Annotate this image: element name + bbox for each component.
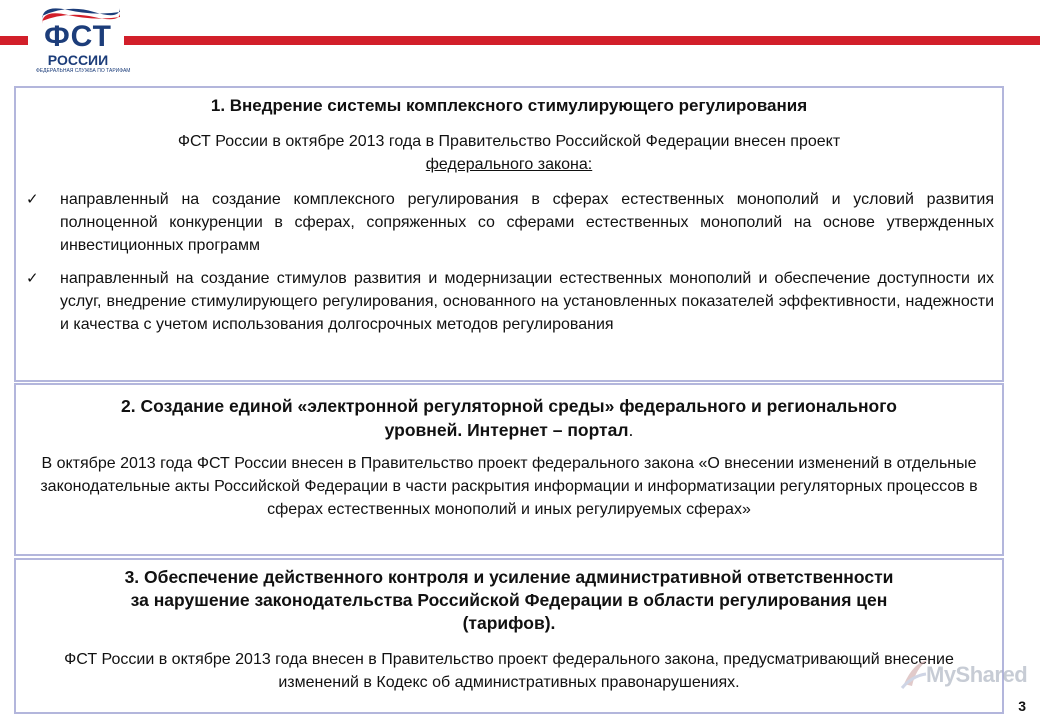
checkmark-icon: ✓ <box>26 191 39 208</box>
section-2-heading-end: . <box>628 420 634 440</box>
section-1-bullet-list <box>16 188 1002 336</box>
section-2-heading-line2-text: уровней. Интернет – портал <box>384 420 629 440</box>
section-1-intro-line2: федерального закона: <box>425 156 593 173</box>
section-2-heading-line1: 2. Создание единой «электронной регуляторной среды» федерального и регионального <box>121 396 897 416</box>
section-2-heading-line2 <box>16 418 1002 442</box>
page-number: 3 <box>1018 698 1026 714</box>
section-2-text: В октябре 2013 года ФСТ России внесен в Правительство проект федерального закона «О внесении изменений в отдельные законодательные акты Российской Федерации в части раскрытия информации и информатизации регуляторных процессов в сферах естественных монополий и иных регулируемых сферах» <box>40 455 978 518</box>
list-item <box>16 267 1002 336</box>
fst-logo <box>28 2 131 82</box>
checkmark-icon: ✓ <box>26 270 39 287</box>
section-3-heading-line3: (тарифов). <box>462 613 556 633</box>
myshared-watermark <box>900 656 1028 696</box>
section-3-panel <box>14 558 1004 714</box>
section-3-text: ФСТ России в октябре 2013 года внесен в Правительство проект федерального закона, предусматривающий внесение изменений в Кодекс об административных правонарушениях. <box>64 651 954 691</box>
logo-tagline: ФЕДЕРАЛЬНАЯ СЛУЖБА ПО ТАРИФАМ <box>36 68 131 74</box>
logo-title: ФСТ <box>44 20 112 53</box>
section-1-heading: 1. Внедрение системы комплексного стимулирующего регулирования <box>210 96 808 115</box>
section-3-heading-line1: 3. Обеспечение действенного контроля и усиление административной ответственности <box>124 567 894 587</box>
section-2-heading <box>16 394 1002 442</box>
watermark-text: MyShared <box>926 662 1028 687</box>
section-1-panel <box>14 86 1004 382</box>
section-1-intro <box>16 130 1002 176</box>
bullet-text: направленный на создание комплексного регулирования в сферах естественных монополий и условий развития полноценной конкуренции в сферах, сопряженных со сферами естественных монополий на основе утвержденных инвестиционных программ <box>60 191 994 254</box>
section-1-intro-line1: ФСТ России в октябре 2013 года в Правительство Российской Федерации внесен проект <box>177 133 841 150</box>
section-2-panel <box>14 383 1004 556</box>
section-3-heading <box>16 566 1002 635</box>
header-red-bar <box>0 36 1040 45</box>
section-3-heading-line2: за нарушение законодательства Российской Федерации в области регулирования цен <box>130 590 888 610</box>
bullet-text: направленный на создание стимулов развития и модернизации естественных монополий и обеспечение доступности их услуг, внедрение стимулирующего регулирования, основанного на установленных показателей эффективности, надежности и качества с учетом использования долгосрочных методов регулирования <box>60 270 994 333</box>
logo-subtitle: РОССИИ <box>47 52 109 68</box>
list-item <box>16 188 1002 257</box>
